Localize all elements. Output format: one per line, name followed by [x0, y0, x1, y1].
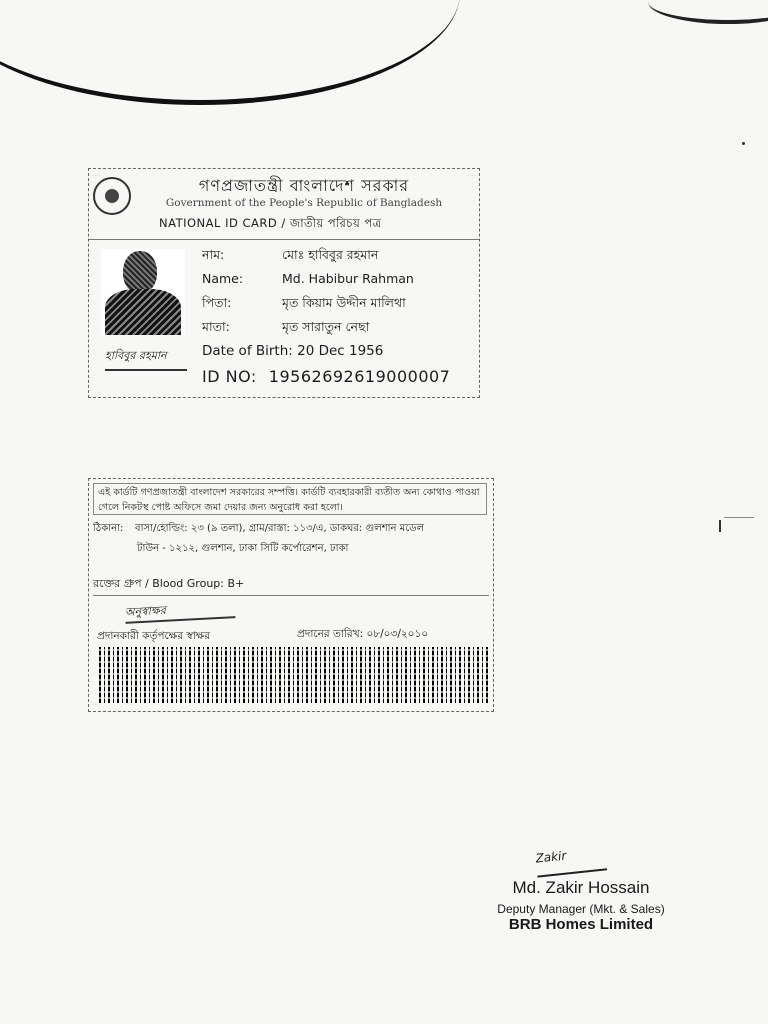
issuer-signature: অনুস্বাক্ষর — [125, 598, 236, 624]
mother-label: মাতা: — [202, 319, 230, 334]
government-name-bangla: গণপ্রজাতন্ত্রী বাংলাদেশ সরকার — [198, 176, 410, 195]
dob-label: Date of Birth: — [202, 343, 293, 359]
name-value: Md. Habibur Rahman — [282, 271, 414, 286]
blood-group-label: রক্তের গ্রুপ / Blood Group: — [93, 577, 224, 590]
father-row — [202, 295, 406, 315]
card-title: NATIONAL ID CARD / জাতীয় পরিচয় পত্র — [159, 216, 382, 230]
scan-edge-shadow — [0, 0, 460, 105]
issue-date-label: প্রদানের তারিখ: — [297, 628, 364, 640]
attester-company: BRB Homes Limited — [508, 916, 654, 933]
dob-value: 20 Dec 1956 — [297, 343, 384, 359]
mother-value: মৃত সারাতুন নেছা — [282, 319, 370, 334]
issue-date-row — [297, 627, 428, 644]
photo-body — [105, 289, 181, 335]
photo-head — [123, 251, 157, 293]
name-bangla-row — [202, 247, 378, 267]
blood-group-value: B+ — [227, 577, 245, 590]
issue-date-value: ০৮/০৩/২০১০ — [366, 628, 429, 640]
blood-group-row — [93, 575, 244, 594]
divider — [93, 595, 489, 596]
name-bangla-value: মোঃ হাবিবুর রহমান — [282, 247, 379, 262]
address-label: ঠিকানা: — [93, 523, 124, 534]
id-value: 19562692619000007 — [268, 367, 451, 386]
address-line-1: বাসা/হোল্ডিং: ২৩ (৯ তলা), গ্রাম/রাস্তা: ১১৩/এ, ডাকঘর: গুলশান মডেল — [135, 523, 425, 534]
holder-photo — [101, 249, 185, 335]
government-seal-icon — [93, 177, 131, 215]
attestation-signature: Zakir — [535, 844, 607, 877]
issuer-signature-label: প্রদানকারী কর্তৃপক্ষের স্বাক্ষর — [97, 630, 211, 642]
id-card-front — [88, 168, 480, 398]
dob-row — [202, 343, 383, 359]
name-label: Name: — [202, 271, 244, 286]
name-row — [202, 271, 414, 286]
id-number-row — [202, 367, 450, 386]
scan-speck — [742, 142, 745, 145]
holder-signature: হাবিবুর রহমান — [105, 347, 187, 371]
ownership-notice: এই কার্ডটি গণপ্রজাতন্ত্রী বাংলাদেশ সরকারের সম্পত্তি। কার্ডটি ব্যবহারকারী ব্যতীত অন্য কোথাও পাওয়া গেলে নিকটস্থ পোষ্ট অফিসে জমা দেয়ার জন্য অনুরোধ করা হলো। — [93, 483, 487, 515]
attester-name: Md. Zakir Hossain — [512, 878, 650, 897]
scan-speck — [719, 520, 721, 532]
name-bangla-label: নাম: — [202, 247, 225, 262]
address-line-2: টাউন - ১২১২, গুলশান, ঢাকা সিটি কর্পোরেশন, ঢাকা — [137, 543, 349, 554]
id-card-back — [88, 478, 494, 712]
mother-row — [202, 319, 369, 339]
government-name-english: Government of the People's Republic of Bangladesh — [165, 197, 443, 209]
scan-speck — [724, 517, 754, 518]
scan-edge-shadow-right — [648, 0, 768, 24]
barcode-texture — [99, 647, 491, 703]
father-label: পিতা: — [202, 295, 232, 310]
attester-title: Deputy Manager (Mkt. & Sales) — [497, 902, 665, 916]
father-value: মৃত কিয়াম উদ্দীন মালিথা — [282, 295, 406, 310]
id-label: ID NO: — [202, 367, 257, 386]
card-header — [89, 169, 479, 240]
